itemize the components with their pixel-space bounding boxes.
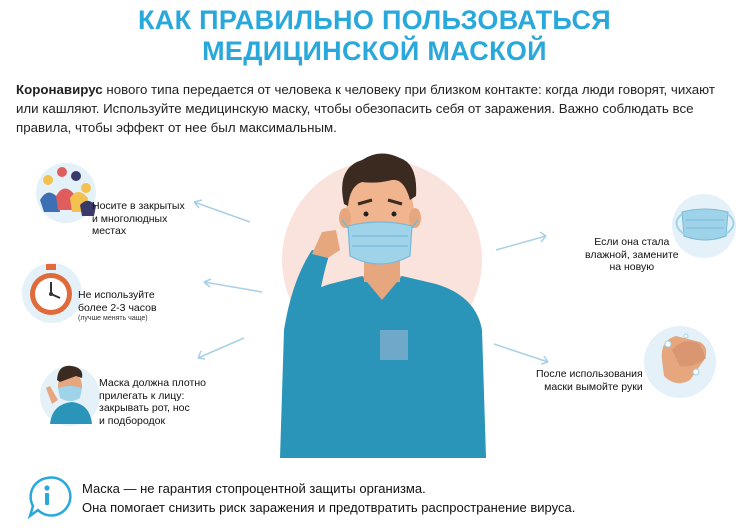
tip-wet-line1: Если она стала bbox=[594, 236, 670, 248]
tip-wet bbox=[585, 236, 679, 274]
tip-hours-note: (лучше менять чаще) bbox=[78, 315, 148, 322]
arrow-hours bbox=[204, 279, 262, 292]
tip-wash-line2: маски вымойте руки bbox=[544, 380, 643, 393]
mask-icon bbox=[676, 209, 733, 240]
tip-hours-line1: Не используйте bbox=[78, 289, 155, 301]
intro-bold: Коронавирус bbox=[16, 82, 103, 97]
tip-crowded-line3: местах bbox=[92, 225, 127, 237]
tip-wash-line1: После использования bbox=[536, 368, 643, 380]
tip-wet-line3: на новую bbox=[609, 261, 655, 273]
tip-fit bbox=[99, 377, 206, 427]
tip-crowded-line1: Носите в закрытых bbox=[92, 200, 185, 212]
shirt-pocket bbox=[380, 330, 408, 360]
disclaimer-line2: Она помогает снизить риск заражения и предотвратить распространение вируса. bbox=[82, 500, 576, 515]
arrow-crowded bbox=[194, 200, 250, 222]
tip-crowded-line2: и многолюдных bbox=[92, 212, 168, 225]
page-title-line2: МЕДИЦИНСКОЙ МАСКОЙ bbox=[202, 36, 547, 66]
tip-fit-line3: закрывать рот, нос bbox=[99, 402, 190, 414]
tip-fit-line2: прилегать к лицу: bbox=[99, 389, 185, 402]
arrow-fit bbox=[198, 338, 244, 359]
tip-wet-line2: влажной, замените bbox=[585, 248, 679, 261]
tip-fit-line1: Маска должна плотно bbox=[99, 377, 206, 389]
tip-fit-line4: и подбородок bbox=[99, 414, 166, 427]
arrow-wash bbox=[494, 344, 548, 364]
page-title-line1: КАК ПРАВИЛЬНО ПОЛЬЗОВАТЬСЯ bbox=[138, 5, 611, 35]
tip-hours-line2: более 2-3 часов bbox=[78, 301, 157, 314]
disclaimer-line1: Маска — не гарантия стопроцентной защиты организма. bbox=[82, 481, 426, 496]
disclaimer bbox=[82, 479, 575, 517]
arrow-wet bbox=[496, 232, 546, 250]
tip-wash bbox=[536, 368, 643, 393]
intro-text: нового типа передается от человека к человеку при близком контакте: когда люди говорят, чихают или кашляют. Используйте медицинскую маску, чтобы обезопасить себя от заражения. Важно соблюдать все правила, чтобы эффект от нее был максимальным. bbox=[16, 82, 715, 135]
tip-crowded bbox=[92, 200, 185, 238]
tip-hours bbox=[78, 289, 157, 323]
info-icon bbox=[30, 477, 70, 516]
